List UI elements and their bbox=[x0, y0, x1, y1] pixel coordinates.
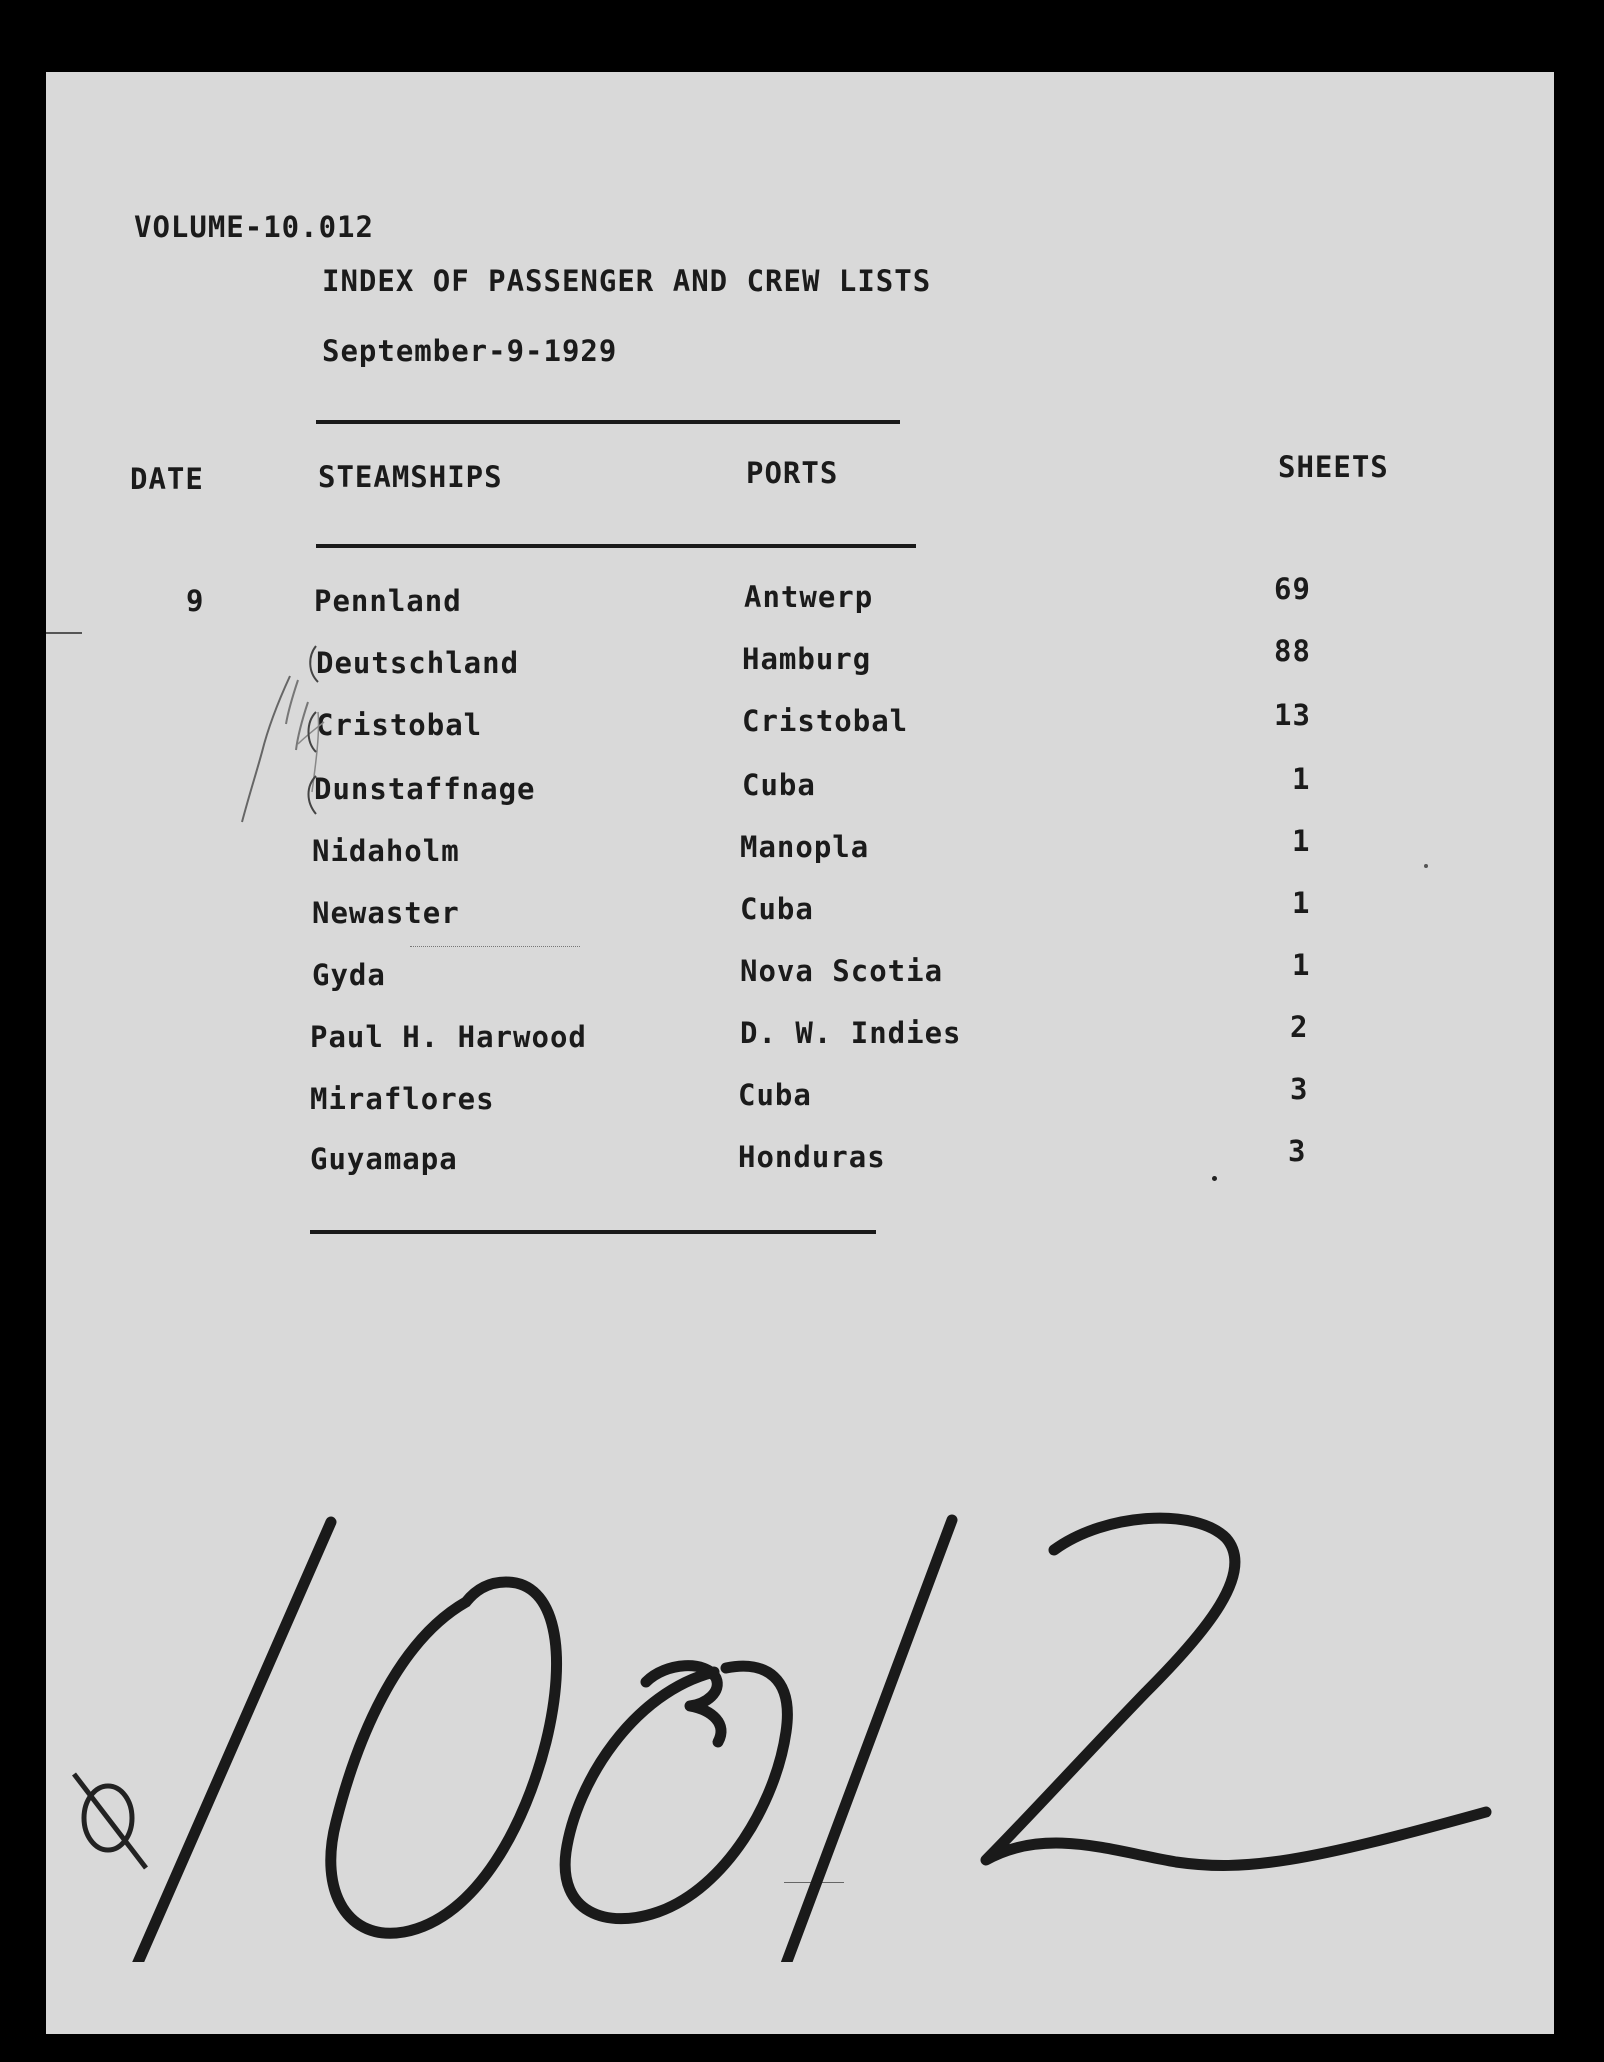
column-header-sheets: SHEETS bbox=[1278, 450, 1389, 484]
row-port: Hamburg bbox=[742, 642, 872, 676]
row-ship-name: Nidaholm bbox=[312, 834, 460, 868]
document-date: September-9-1929 bbox=[322, 334, 618, 368]
volume-label: VOLUME-10.012 bbox=[134, 210, 374, 244]
row-ship-name: Miraflores bbox=[310, 1082, 495, 1116]
circled-cross-mark bbox=[66, 1768, 156, 1878]
row-ship-name: Paul H. Harwood bbox=[310, 1020, 587, 1054]
row-port: Nova Scotia bbox=[740, 954, 944, 988]
margin-note-pencil bbox=[228, 672, 348, 832]
date-mark: 9 bbox=[186, 584, 205, 618]
row-sheets: 13 bbox=[1274, 698, 1311, 732]
row-sheets: 3 bbox=[1290, 1072, 1309, 1106]
handwritten-file-number bbox=[86, 1442, 1526, 1962]
row-ship-name: Dunstaffnage bbox=[314, 772, 536, 806]
document-page bbox=[46, 72, 1554, 2034]
row-port: Cuba bbox=[742, 768, 816, 802]
ink-dot bbox=[1212, 1176, 1217, 1181]
dotted-underline bbox=[410, 946, 580, 947]
row-sheets: 2 bbox=[1290, 1010, 1309, 1044]
row-port: Antwerp bbox=[744, 580, 874, 614]
row-ship-name: Newaster bbox=[312, 896, 460, 930]
header-rule-bottom bbox=[316, 544, 916, 548]
row-sheets: 69 bbox=[1274, 572, 1311, 606]
row-sheets: 1 bbox=[1292, 824, 1311, 858]
row-port: Honduras bbox=[738, 1140, 886, 1174]
row-ship-name: Guyamapa bbox=[310, 1142, 458, 1176]
row-sheets: 88 bbox=[1274, 634, 1311, 668]
row-ship-name: Pennland bbox=[314, 584, 462, 618]
small-dash bbox=[784, 1882, 844, 1883]
row-ship-name: Gyda bbox=[312, 958, 386, 992]
column-header-steamships: STEAMSHIPS bbox=[318, 460, 503, 494]
header-rule-top bbox=[316, 420, 900, 424]
ink-dot bbox=[1424, 864, 1428, 868]
row-sheets: 3 bbox=[1288, 1134, 1307, 1168]
row-sheets: 1 bbox=[1292, 762, 1311, 796]
table-bottom-rule bbox=[310, 1230, 876, 1234]
row-port: D. W. Indies bbox=[740, 1016, 962, 1050]
column-header-date: DATE bbox=[130, 462, 204, 496]
document-title: INDEX OF PASSENGER AND CREW LISTS bbox=[322, 264, 932, 298]
row-port: Manopla bbox=[740, 830, 870, 864]
row-ship-name: Deutschland bbox=[316, 646, 520, 680]
margin-tick bbox=[46, 632, 82, 634]
column-header-ports: PORTS bbox=[746, 456, 839, 490]
row-ship-name: Cristobal bbox=[316, 708, 483, 742]
row-port: Cuba bbox=[740, 892, 814, 926]
row-port: Cuba bbox=[738, 1078, 812, 1112]
row-sheets: 1 bbox=[1292, 886, 1311, 920]
row-port: Cristobal bbox=[742, 704, 909, 738]
row-sheets: 1 bbox=[1292, 948, 1311, 982]
